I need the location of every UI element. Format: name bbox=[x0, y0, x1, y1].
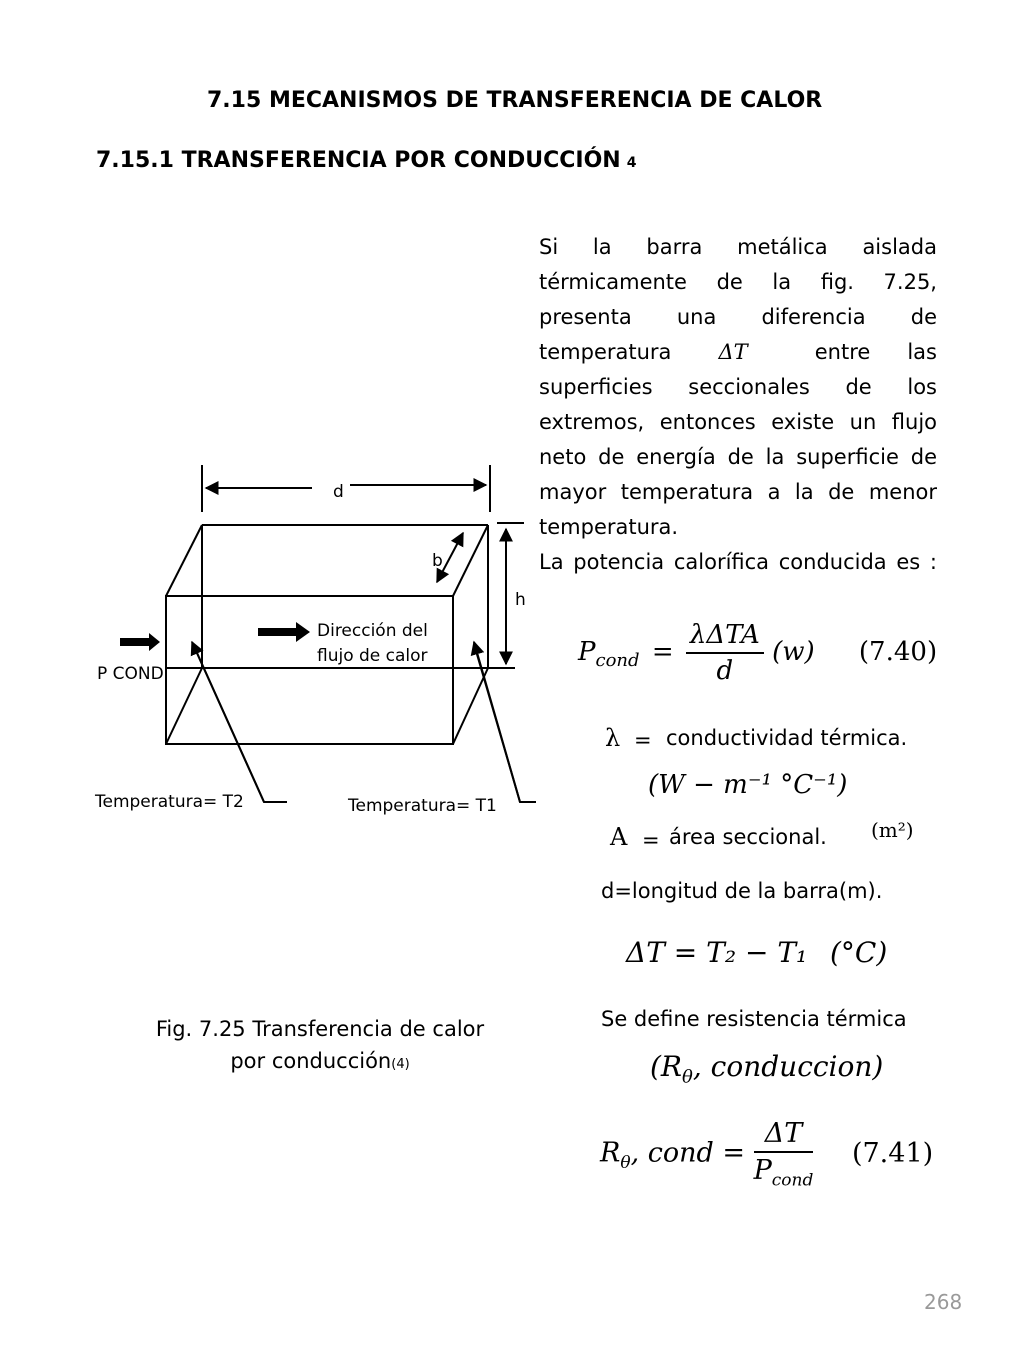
area-symbol: A bbox=[610, 823, 628, 851]
figure-caption bbox=[120, 1013, 520, 1081]
resistance-intro: Se define resistencia térmica bbox=[601, 1007, 907, 1031]
length-definition: d=longitud de la barra(m). bbox=[601, 879, 883, 903]
bar-bottom-right-edge bbox=[453, 668, 488, 744]
delta-t-unit: (°C) bbox=[830, 936, 888, 969]
caption-reference: (4) bbox=[391, 1057, 410, 1072]
lambda-symbol: λ bbox=[605, 724, 621, 752]
eq740-number: (7.40) bbox=[858, 637, 938, 667]
bar-front-face bbox=[166, 596, 453, 744]
bar-bottom-left-edge bbox=[166, 668, 202, 744]
heat-flow-arrow bbox=[258, 622, 310, 642]
resistance-symbol-r: (R bbox=[650, 1050, 683, 1083]
eq741-den-sub: cond bbox=[771, 1170, 814, 1191]
paragraph-part-3: La potencia calorífica conducida es : bbox=[539, 550, 937, 574]
label-temperature-t1: Temperatura= T1 bbox=[348, 796, 497, 816]
resistance-symbol-sub: θ bbox=[682, 1066, 693, 1088]
subsection-title: 7.15.1 TRANSFERENCIA POR CONDUCCIÓN bbox=[96, 148, 621, 173]
t1-leader-arrow bbox=[474, 642, 520, 802]
resistance-symbol-rest: , conduccion) bbox=[692, 1050, 884, 1083]
label-d: d bbox=[333, 482, 344, 502]
eq741-lhs-sub: θ bbox=[620, 1153, 631, 1174]
eq740-denominator: d bbox=[716, 656, 734, 686]
subsection-reference: 4 bbox=[626, 155, 637, 171]
eq741-den-p: P bbox=[753, 1155, 772, 1186]
t2-leader-arrow bbox=[192, 642, 264, 802]
eq740-lhs: P bbox=[578, 637, 596, 667]
section-heading: 7.15 MECANISMOS DE TRANSFERENCIA DE CALOR bbox=[207, 88, 823, 113]
label-b: b bbox=[432, 551, 443, 571]
bar-top-right-edge bbox=[453, 525, 488, 596]
label-h: h bbox=[515, 590, 526, 610]
page-number: 268 bbox=[924, 1290, 963, 1314]
label-flow-line-2: flujo de calor bbox=[317, 646, 428, 666]
delta-t-symbol: ΔT bbox=[718, 340, 748, 364]
lambda-unit: (W − m⁻¹ °C⁻¹) bbox=[648, 770, 848, 800]
paragraph-part-2: entre las superficies seccionales de los extremos, entonces existe un flujo neto de energía de la superficie de mayor temperatura a la de menor temperatura. bbox=[539, 340, 937, 539]
lambda-definition: conductividad térmica. bbox=[666, 726, 908, 750]
p-cond-arrow bbox=[120, 633, 160, 651]
eq740-numerator: λΔTA bbox=[686, 620, 764, 654]
eq741-lhs-rest: , cond = bbox=[630, 1137, 746, 1169]
eq740-lhs-sub: cond bbox=[595, 650, 640, 672]
eq740-equals: = bbox=[651, 637, 674, 667]
lambda-equals: = bbox=[634, 728, 652, 752]
label-flow-line-1: Dirección del bbox=[317, 621, 428, 641]
area-unit: (m²) bbox=[871, 818, 914, 842]
caption-line-2-text: por conducción bbox=[230, 1049, 392, 1073]
eq740-unit: (w) bbox=[772, 637, 815, 667]
bar-top-left-edge bbox=[166, 525, 202, 596]
eq741-number: (7.41) bbox=[851, 1137, 934, 1169]
caption-line-2 bbox=[120, 1045, 520, 1081]
delta-t-equation: ΔT = T₂ − T₁ bbox=[626, 936, 808, 969]
paragraph-part-1: Si la barra metálica aislada térmicamente de la fig. 7.25, presenta una diferencia de temperatura bbox=[539, 235, 937, 364]
area-definition: área seccional. bbox=[669, 825, 827, 849]
label-temperature-t2: Temperatura= T2 bbox=[95, 792, 244, 812]
eq741-lhs: R bbox=[600, 1137, 621, 1169]
eq741-numerator: ΔT bbox=[754, 1118, 814, 1153]
area-equals: = bbox=[642, 828, 660, 852]
label-p-cond: P COND bbox=[97, 664, 164, 684]
caption-line-1: Fig. 7.25 Transferencia de calor bbox=[155, 1017, 485, 1041]
